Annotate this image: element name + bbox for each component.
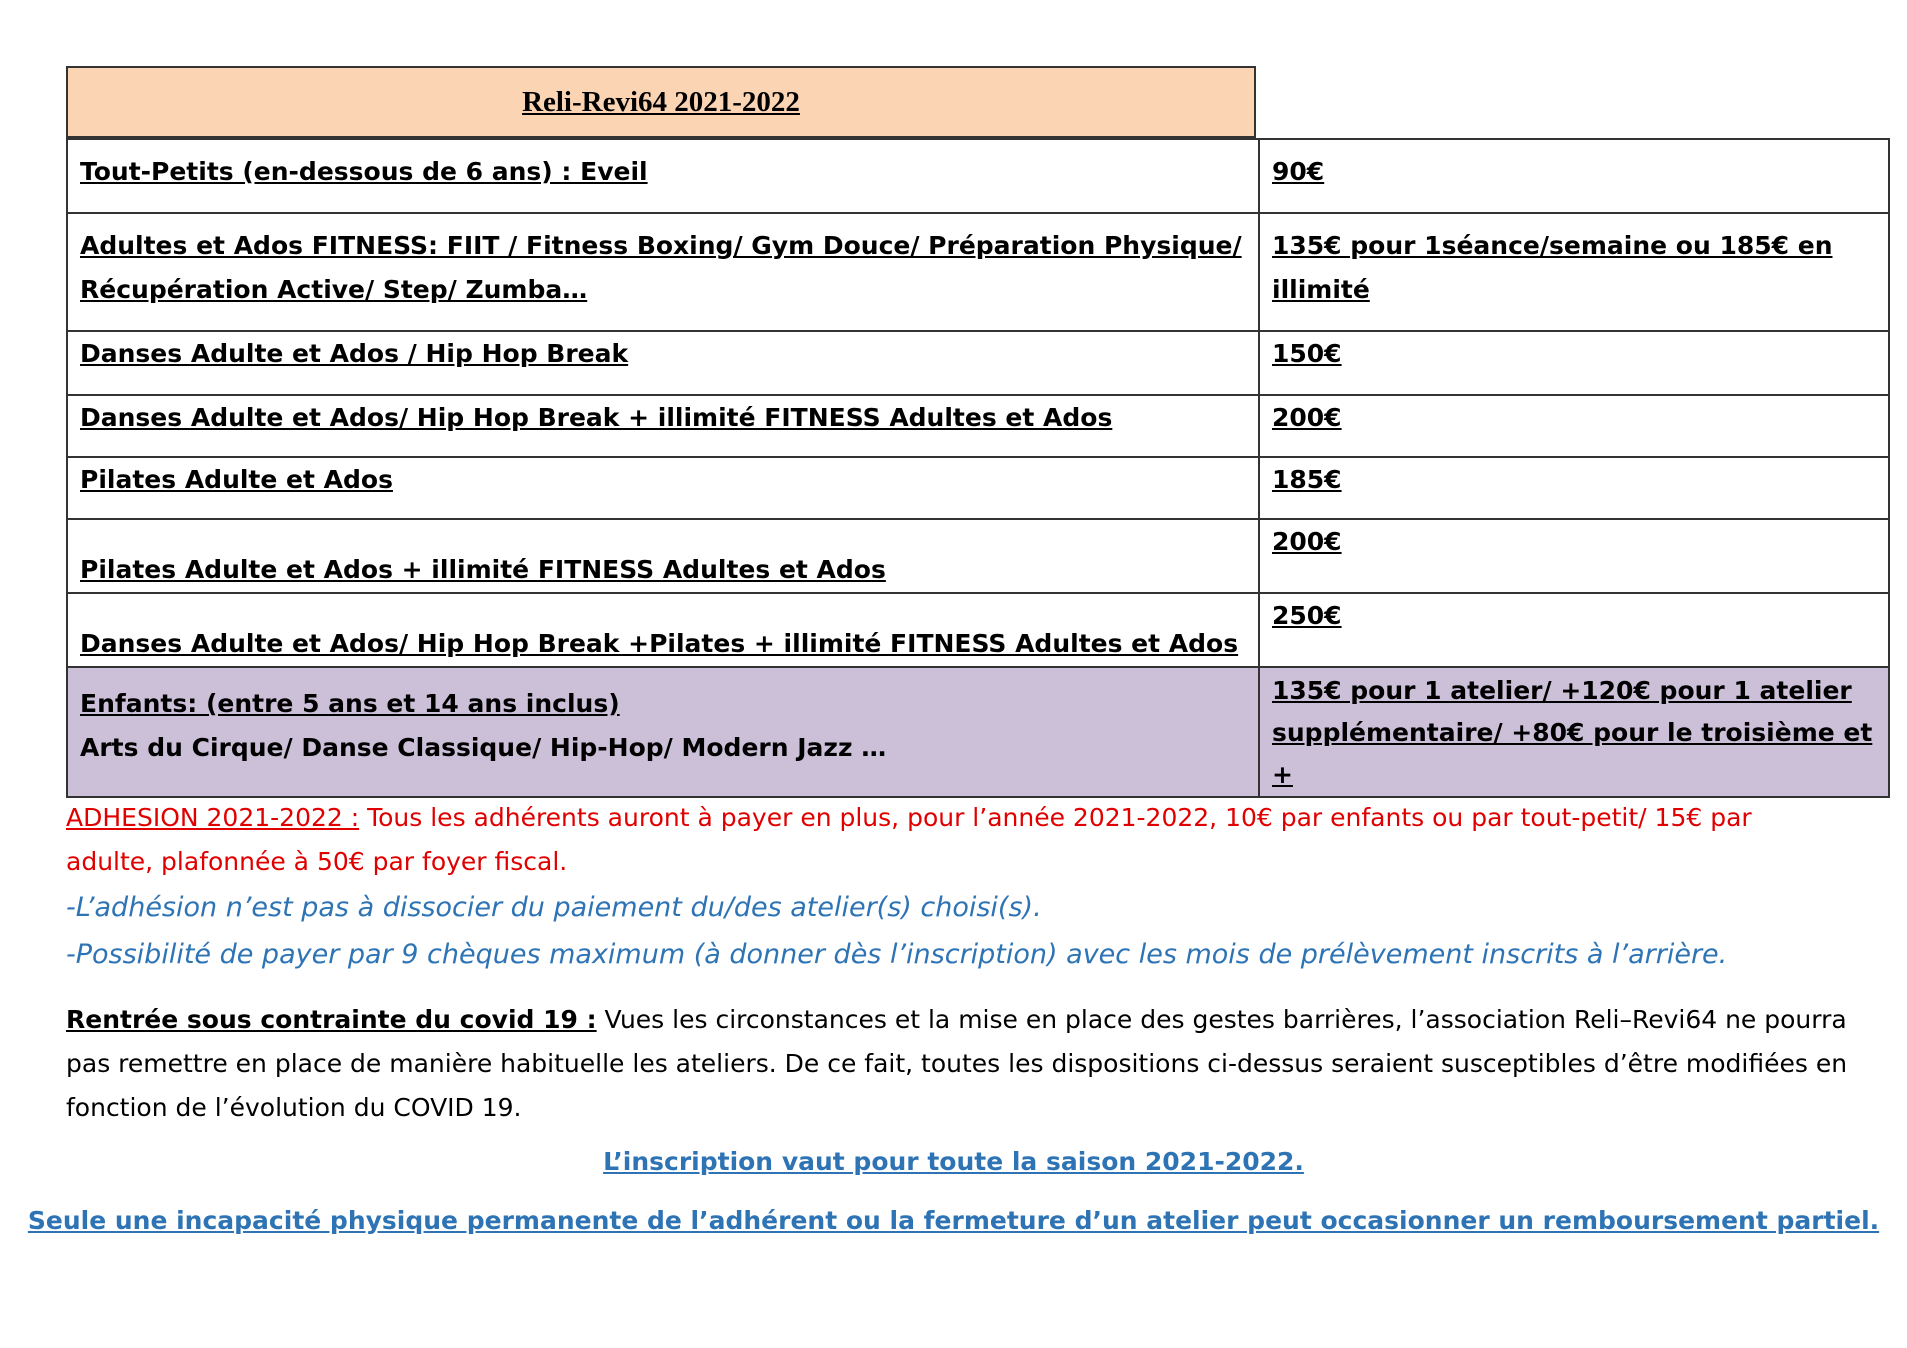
price-label: 150€ xyxy=(1272,339,1342,368)
table-row xyxy=(67,331,1889,395)
covid-label: Rentrée sous contrainte du covid 19 : xyxy=(66,1005,597,1034)
activity-label: Tout-Petits (en-dessous de 6 ans) : Eveil xyxy=(80,157,648,186)
covid-paragraph xyxy=(66,998,1856,1130)
table-row xyxy=(67,395,1889,457)
children-activities: Arts du Cirque/ Danse Classique/ Hip-Hop/ Modern Jazz … xyxy=(80,733,887,762)
table-row xyxy=(67,457,1889,519)
children-heading: Enfants: (entre 5 ans et 14 ans inclus) xyxy=(80,689,620,718)
note-payment: -Possibilité de payer par 9 chèques maximum (à donner dès l’inscription) avec les mois de prélèvement inscrits à l’arrière. xyxy=(66,939,1728,970)
table-row xyxy=(67,213,1889,331)
season-notice: L’inscription vaut pour toute la saison 2021-2022. xyxy=(603,1147,1304,1176)
price-label: 135€ pour 1séance/semaine ou 185€ en illimité xyxy=(1272,231,1833,304)
table-row xyxy=(67,519,1889,593)
price-label: 185€ xyxy=(1272,465,1342,494)
activity-label: Danses Adulte et Ados/ Hip Hop Break +Pilates + illimité FITNESS Adultes et Ados xyxy=(80,629,1239,658)
activity-label: Danses Adulte et Ados/ Hip Hop Break + illimité FITNESS Adultes et Ados xyxy=(80,403,1113,432)
covid-text: Vues les circonstances et la mise en place des gestes barrières, l’association Reli–Revi64 ne pourra pas remettre en place de manière habituelle les ateliers. De ce fait, toutes les dispositions ci-dessus seraient susceptibles d’être modifiées en fonction de l’évolution du COVID 19. xyxy=(66,1005,1848,1122)
adhesion-label: ADHESION 2021-2022 : xyxy=(66,803,360,832)
activity-label: Adultes et Ados FITNESS: FIIT / Fitness Boxing/ Gym Douce/ Préparation Physique/ Récupération Active/ Step/ Zumba… xyxy=(80,231,1242,304)
price-table xyxy=(66,138,1890,798)
price-label: 90€ xyxy=(1272,157,1325,186)
table-title: Reli-Revi64 2021-2022 xyxy=(522,85,800,118)
activity-label: Danses Adulte et Ados / Hip Hop Break xyxy=(80,339,629,368)
children-price: 135€ pour 1 atelier/ +120€ pour 1 atelier supplémentaire/ +80€ pour le troisième et + xyxy=(1272,676,1873,789)
children-row xyxy=(67,667,1889,797)
adhesion-paragraph xyxy=(66,796,1846,884)
activity-label: Pilates Adulte et Ados xyxy=(80,465,393,494)
table-row xyxy=(67,593,1889,667)
price-label: 200€ xyxy=(1272,527,1342,556)
note-adhesion: -L’adhésion n’est pas à dissocier du paiement du/des atelier(s) choisi(s). xyxy=(66,892,1042,923)
refund-notice: Seule une incapacité physique permanente de l’adhérent ou la fermeture d’un atelier peut occasionner un remboursement partiel. xyxy=(27,1206,1880,1235)
table-title-cell xyxy=(66,66,1256,138)
adhesion-text: Tous les adhérents auront à payer en plus, pour l’année 2021-2022, 10€ par enfants ou par tout-petit/ 15€ par adulte, plafonnée à 50€ par foyer fiscal. xyxy=(66,803,1752,876)
price-label: 250€ xyxy=(1272,601,1342,630)
activity-label: Pilates Adulte et Ados + illimité FITNESS Adultes et Ados xyxy=(80,555,886,584)
table-row xyxy=(67,139,1889,213)
price-label: 200€ xyxy=(1272,403,1342,432)
